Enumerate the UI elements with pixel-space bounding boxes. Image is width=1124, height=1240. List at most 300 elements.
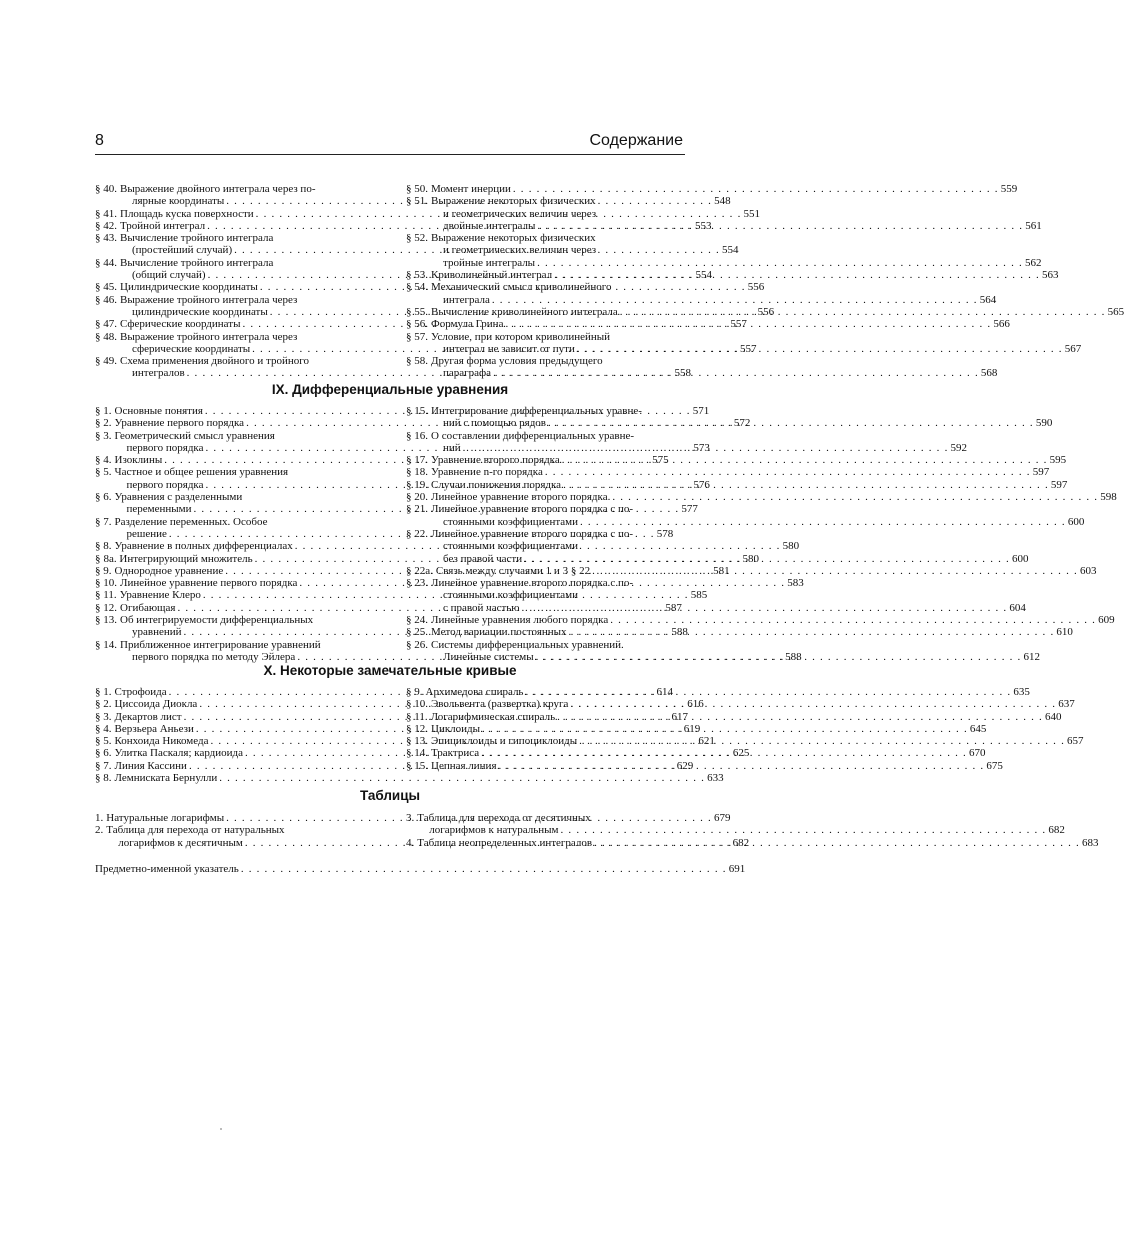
- entry-line: [115, 516, 374, 528]
- entry-body: [430, 710, 1062, 723]
- leader-dots: [594, 837, 1080, 849]
- entry-title: Архимедова спираль: [425, 686, 524, 698]
- section-number: 3.: [406, 812, 415, 824]
- section-number: § 11.: [406, 710, 428, 723]
- page-ref: 637: [1058, 698, 1075, 711]
- page-ref: 587: [665, 601, 682, 614]
- entry-title: уравнений: [132, 626, 182, 639]
- page-ref: 581: [713, 564, 730, 577]
- page-ref: 548: [714, 195, 731, 208]
- page-ref: 617: [671, 710, 688, 723]
- section-number: § 21.: [406, 503, 428, 516]
- leader-dots: [620, 306, 1106, 318]
- section-number: § 9.: [95, 564, 112, 577]
- entry-title: Циссоида Диокла: [114, 698, 198, 711]
- section-number: § 16.: [406, 429, 428, 442]
- entry-title: решение: [126, 527, 167, 540]
- section-number: § 52.: [406, 232, 428, 245]
- entry-title: Логарифмическая спираль: [430, 710, 556, 723]
- index-entry: [95, 863, 746, 875]
- section-number: § 1.: [95, 405, 112, 417]
- section-number: § 48.: [95, 330, 117, 343]
- entry-body: [425, 686, 1030, 698]
- entry-title: Трактриса: [431, 747, 480, 760]
- toc-entry: [95, 772, 724, 785]
- entry-line: [431, 466, 1050, 479]
- section-number: § 4.: [95, 722, 112, 735]
- entry-title: Вычисление тройного интеграла: [120, 232, 274, 245]
- page-ref: 633: [707, 772, 724, 785]
- section-number: § 11.: [95, 589, 117, 602]
- entry-line: [431, 454, 1067, 467]
- page-ref: 562: [1024, 256, 1042, 269]
- entry-title: первого порядка: [126, 441, 204, 454]
- leader-dots: [537, 257, 1023, 269]
- section-number: § 18.: [406, 466, 428, 479]
- page-ref: 554: [721, 244, 739, 257]
- page-ref: 595: [1049, 454, 1067, 467]
- entry-title: Изоклины: [114, 454, 163, 467]
- entry-title: Уравнение первого порядка: [114, 417, 245, 430]
- section-number: § 12.: [406, 722, 428, 735]
- section-number: § 2.: [95, 698, 112, 711]
- page-ref: 557: [740, 342, 757, 355]
- entry-line: [431, 281, 684, 293]
- section-number: § 43.: [95, 232, 117, 245]
- toc-entry: [406, 491, 1117, 504]
- section-number: § 6.: [95, 747, 112, 760]
- section-number: § 5.: [95, 466, 112, 479]
- entry-title: Выражение некоторых физических: [431, 195, 596, 208]
- leader-dots: [577, 343, 1063, 355]
- entry-title: Основные понятия: [114, 405, 203, 417]
- page-ref: 553: [695, 219, 712, 232]
- entry-title: Цепная линия: [431, 759, 497, 772]
- entry-line: [120, 257, 373, 269]
- entry-title: без правой части: [443, 552, 523, 565]
- entry-line: [120, 232, 373, 244]
- entry-line: [106, 824, 373, 836]
- page-ref: 603: [1079, 564, 1097, 577]
- entry-title: Частное и общее решения уравнения: [114, 466, 289, 479]
- page-ref: 600: [1011, 552, 1029, 565]
- section-number: § 24.: [406, 614, 428, 627]
- toc-entry: [406, 686, 1030, 698]
- entry-title: Однородное уравнение: [114, 564, 224, 577]
- entry-title: Уравнение n-го порядка: [431, 466, 543, 479]
- entry-title: Выражение некоторых физических: [431, 232, 596, 245]
- entry-title: Выражение тройного интеграла через: [120, 330, 298, 343]
- entry-title: Интегрирование дифференциальных уравне-: [431, 405, 642, 417]
- page-ref: 575: [652, 454, 669, 467]
- page-header: [95, 132, 685, 155]
- entry-title: Таблица для перехода от десятичных: [417, 812, 591, 824]
- leader-dots: [513, 183, 999, 195]
- entry-title: Связь между случаями 1 и 3 § 22: [435, 564, 591, 577]
- section-number: § 49.: [95, 355, 117, 368]
- entry-body: [431, 355, 998, 380]
- leader-dots: [548, 417, 1034, 429]
- page-ref: 577: [681, 503, 698, 516]
- page-ref: 580: [782, 540, 800, 553]
- leader-dots: [482, 723, 968, 735]
- toc-entry: [406, 614, 1115, 627]
- section-number: § 44.: [95, 256, 117, 269]
- entry-title: Разделение переменных. Особое: [114, 515, 268, 528]
- leader-dots: [562, 454, 1048, 466]
- leader-dots: [499, 760, 985, 772]
- entry-title: Лемниската Бернулли: [114, 772, 218, 785]
- entry-title: и геометрических величин через: [443, 207, 597, 220]
- leader-dots: [557, 711, 1043, 723]
- entry-line: [431, 355, 684, 367]
- entry-title: Эвольвента (развертка) круга: [431, 698, 569, 711]
- section-number: § 8.: [95, 540, 112, 553]
- entry-title: сферические координаты: [132, 342, 251, 355]
- page-ref: 629: [676, 759, 694, 772]
- entry-title: Линейное уравнение второго порядка с по-: [431, 503, 634, 516]
- entry-title: Об интегрируемости дифференциальных: [120, 614, 314, 627]
- entry-title: ний с помощью рядов: [443, 417, 546, 430]
- entry-title: Системы дифференциальных уравнений.: [431, 638, 624, 651]
- entry-title: Натуральные логарифмы: [106, 812, 225, 824]
- section-number: 1.: [95, 812, 104, 824]
- entry-title: Механический смысл криволинейного: [431, 281, 612, 294]
- page-ref: 621: [698, 735, 715, 748]
- page-ref: 597: [1032, 466, 1050, 479]
- entry-body: [114, 772, 724, 785]
- entry-title: стоянными коэффициентами: [443, 515, 579, 528]
- leader-dots: [579, 735, 1065, 747]
- entry-title: Конхоида Никомеда: [114, 735, 209, 748]
- leader-dots: [481, 747, 967, 759]
- leader-dots: [545, 466, 1031, 478]
- page-ref: 682: [732, 836, 750, 849]
- scan-speck: [220, 1128, 222, 1130]
- leader-dots: [492, 294, 978, 306]
- entry-line: [431, 208, 684, 220]
- entry-title: логарифмов к натуральным: [429, 824, 559, 837]
- section-number: § 14.: [406, 747, 428, 760]
- entry-title: Верзьера Аньези: [114, 722, 194, 735]
- section-number: § 54.: [406, 281, 428, 294]
- entry-title: Линейное уравнение второго порядка.: [431, 491, 611, 504]
- entry-title: Тройной интеграл: [120, 219, 206, 232]
- entry-title: Улитка Паскаля; кардиоида: [114, 747, 244, 760]
- page-ref: 580: [742, 552, 759, 565]
- entry-line: [431, 626, 1073, 639]
- entry-title: Цилиндрические координаты: [120, 281, 258, 294]
- entry-title: (простейший случай): [132, 244, 233, 257]
- page-ref: 588: [785, 650, 802, 663]
- section-number: § 17.: [406, 454, 428, 467]
- entry-line: [431, 515, 1085, 528]
- entry-title: с правой частью: [443, 601, 520, 614]
- entry-line: [431, 405, 684, 417]
- page-ref: 600: [1067, 515, 1085, 528]
- entry-title: первого порядка по методу Эйлера: [132, 650, 296, 663]
- entry-line: [430, 710, 1062, 723]
- entry-title: интеграла: [443, 293, 490, 306]
- chapter-9-title: IX. Дифференциальные уравнения: [271, 382, 509, 397]
- entry-line: [120, 294, 373, 306]
- section-number: § 56.: [406, 318, 428, 331]
- section-number: § 7.: [95, 515, 112, 528]
- page-ref: 645: [969, 722, 987, 735]
- entry-title: 8а. Интегрирующий множитель: [103, 552, 253, 565]
- section-number: § 2.: [95, 417, 112, 430]
- leader-dots: [592, 565, 1078, 577]
- page-ref: 604: [1009, 601, 1026, 614]
- entry-title: Другая форма условия предыдущего: [431, 355, 603, 368]
- entry-line: [431, 195, 684, 207]
- leader-dots: [554, 269, 1040, 281]
- entry-title: Площадь куска поверхности: [120, 207, 254, 220]
- section-number: § 10.: [406, 698, 428, 711]
- section-number: § 13.: [406, 735, 428, 748]
- toc-entry: [406, 466, 1050, 479]
- section-number: § 8.: [95, 772, 112, 785]
- leader-dots: [580, 516, 1066, 528]
- section-number: § 50.: [406, 183, 428, 195]
- section-number: § 10.: [95, 577, 117, 590]
- leader-dots: [505, 318, 991, 330]
- section-number: § 9.: [406, 686, 423, 698]
- entry-title: Геометрический смысл уравнения: [114, 429, 275, 442]
- page-ref: 551: [743, 207, 761, 220]
- entry-title: Уравнение в полных дифференциалах: [114, 540, 293, 553]
- entry-title: Сферические координаты: [120, 318, 241, 331]
- entry-body: [431, 626, 1073, 639]
- section-number: § 6.: [95, 491, 112, 504]
- page-ref: 556: [747, 281, 765, 294]
- entry-line: [431, 183, 1018, 195]
- entry-body: [431, 466, 1050, 479]
- leader-dots: [241, 863, 727, 875]
- entry-line: [431, 577, 684, 589]
- toc-entry: [406, 626, 1073, 639]
- entry-line: [417, 812, 684, 824]
- page-ref: 572: [733, 417, 751, 430]
- entry-line: [120, 331, 373, 343]
- page-ref: 679: [713, 812, 731, 824]
- entry-title: Декартов лист: [114, 710, 182, 723]
- page-ref: 588: [671, 626, 688, 639]
- page-ref: 614: [656, 686, 673, 698]
- entry-title: стоянными коэффициентами: [443, 589, 579, 602]
- entry-title: Выражение двойного интеграла через по-: [120, 183, 316, 195]
- leader-dots: [569, 626, 1055, 638]
- entry-title: первого порядка: [126, 478, 204, 491]
- section-number: § 42.: [95, 219, 117, 232]
- entry-title: Условие, при котором криволинейный: [431, 330, 611, 343]
- entry-line: [431, 601, 1026, 614]
- section-number: § 3.: [95, 429, 112, 442]
- page-ref: 578: [656, 527, 674, 540]
- entry-title: Линейные системы: [443, 650, 534, 663]
- entry-line: [120, 183, 373, 195]
- entry-line: [431, 503, 684, 515]
- section-number: § 20.: [406, 491, 428, 504]
- section-number: § 13.: [95, 614, 117, 627]
- entry-body: [431, 491, 1117, 504]
- entry-line: [431, 639, 684, 651]
- page-ref: 610: [1056, 626, 1073, 639]
- entry-title: интегралов: [132, 367, 185, 380]
- running-title: Содержание: [589, 132, 683, 149]
- entry-title: Вычисление тройного интеграла: [120, 256, 274, 269]
- page-ref: 670: [968, 747, 986, 760]
- index-label: Предметно-именной указатель: [95, 863, 239, 875]
- entry-title: Линейное уравнение второго порядка с по-: [431, 527, 634, 540]
- section-number: § 51.: [406, 195, 428, 208]
- section-number: § 5.: [95, 735, 112, 748]
- page-ref: 597: [1050, 478, 1068, 491]
- leader-dots: [522, 602, 1008, 614]
- page-ref: 683: [1081, 836, 1099, 849]
- entry-title: тройные интегралы: [443, 256, 536, 269]
- entry-title: цилиндрические координаты: [132, 305, 268, 318]
- leader-dots: [524, 553, 1010, 565]
- entry-line: [114, 772, 724, 785]
- section-number: § 41.: [95, 207, 117, 220]
- page-ref: 619: [683, 722, 701, 735]
- page-ref: 635: [1013, 686, 1030, 698]
- entry-title: Строфоида: [114, 686, 167, 698]
- entry-line: [431, 232, 684, 244]
- section-number: 4.: [406, 836, 415, 849]
- entry-title: Приближенное интегрирование уравнений: [120, 638, 321, 651]
- page-ref: 564: [979, 293, 997, 306]
- page-ref: 573: [693, 441, 710, 454]
- entry-title: Таблица неопределенных интегралов: [417, 836, 593, 849]
- section-number: § 15.: [406, 405, 428, 417]
- entry-title: параграфа: [443, 367, 492, 380]
- entry-title: Линейное уравнение первого порядка: [120, 577, 298, 590]
- page-ref: 612: [1023, 650, 1040, 663]
- entry-line: [115, 466, 374, 478]
- page-number: 8: [95, 132, 104, 149]
- page-ref: 590: [1035, 417, 1053, 430]
- entry-title: Линейное уравнение второго порядка с по-: [431, 577, 634, 590]
- entry-title: Циклоиды: [431, 722, 481, 735]
- toc-entry: [406, 710, 1062, 723]
- leader-dots: [219, 772, 705, 784]
- entry-line: [431, 528, 684, 540]
- section-number: § 19.: [406, 478, 428, 491]
- entry-title: интеграл не зависит от пути: [443, 342, 575, 355]
- entry-line: [431, 491, 1117, 504]
- leader-dots: [563, 479, 1049, 491]
- entry-title: двойные интегралы: [443, 219, 536, 232]
- entry-title: Криволинейный интеграл: [431, 269, 553, 282]
- page-ref: 567: [1064, 342, 1082, 355]
- section-number: § 45.: [95, 281, 117, 294]
- page-ref: 616: [687, 698, 704, 711]
- toc-entry: [406, 454, 1067, 467]
- entry-title: Метод вариации постоянных: [431, 626, 567, 639]
- page-ref: 554: [695, 269, 712, 282]
- page-ref: 585: [690, 589, 708, 602]
- entry-line: [120, 614, 373, 626]
- section-number: § 7.: [95, 759, 112, 772]
- entry-line: [425, 686, 1030, 698]
- page-ref: 557: [730, 318, 747, 331]
- entry-title: Огибающая: [120, 601, 176, 614]
- entry-title: Схема применения двойного и тройного: [120, 355, 309, 368]
- entry-title: Уравнение Клеро: [119, 589, 201, 602]
- entry-line: [431, 589, 684, 601]
- entry-title: Выражение тройного интеграла через: [120, 293, 298, 306]
- page-ref: 568: [980, 367, 998, 380]
- section-number: § 23.: [406, 577, 428, 590]
- entry-line: [431, 244, 684, 256]
- entry-title: Линейные уравнения любого порядка: [431, 614, 609, 627]
- section-number: § 46.: [95, 293, 117, 306]
- section-number: §: [95, 552, 101, 565]
- entry-line: [431, 614, 1115, 627]
- entry-title: лярные координаты: [132, 195, 225, 208]
- section-number: § 14.: [95, 638, 117, 651]
- page-ref: 558: [674, 367, 691, 380]
- page-ref: 640: [1044, 710, 1062, 723]
- entry-title: ний: [443, 441, 461, 454]
- page-ref: 583: [787, 577, 804, 590]
- section-number: § 22а.: [406, 564, 433, 577]
- entry-line: [115, 430, 374, 442]
- entry-title: и геометрических величин через: [443, 244, 597, 257]
- page-ref: 682: [1048, 824, 1065, 837]
- section-number: § 26.: [406, 638, 428, 651]
- entry-title: (общий случай): [132, 269, 206, 282]
- page-ref: 561: [1025, 219, 1042, 232]
- section-number: § 25.: [406, 626, 428, 639]
- entry-body: [431, 183, 1018, 195]
- section-number: § 58.: [406, 355, 428, 368]
- entry-body: [431, 614, 1115, 627]
- toc-entry: [406, 355, 998, 380]
- entry-title: логарифмов к десятичным: [118, 836, 243, 849]
- entry-line: [120, 355, 373, 367]
- page-ref: 592: [950, 441, 968, 454]
- page-ref: 657: [1067, 735, 1084, 748]
- page-ref: 565: [1107, 305, 1124, 318]
- section-number: § 12.: [95, 601, 117, 614]
- section-number: § 22.: [406, 527, 428, 540]
- entry-line: [431, 331, 684, 343]
- chapter-10-title: X. Некоторые замечательные кривые: [263, 663, 517, 678]
- toc-entry: [406, 183, 1018, 195]
- entry-line: [431, 540, 684, 552]
- leader-dots: [536, 651, 1022, 663]
- leader-dots: [493, 367, 979, 379]
- entry-title: Эпициклоиды и гипоциклоиды: [431, 735, 578, 748]
- entry-title: Формула Грина: [431, 318, 504, 331]
- page-ref: 571: [692, 405, 710, 417]
- section-number: § 47.: [95, 318, 117, 331]
- page-ref: 556: [757, 305, 775, 318]
- entry-line: [431, 430, 684, 442]
- entry-line: [431, 256, 1042, 269]
- section-number: § 1.: [95, 686, 112, 698]
- leader-dots: [525, 686, 1011, 698]
- entry-title: Вычисление криволинейного интеграла: [431, 305, 618, 318]
- section-number: § 53.: [406, 269, 428, 282]
- leader-dots: [570, 698, 1056, 710]
- page-ref: 598: [1100, 491, 1117, 504]
- entry-line: [431, 367, 998, 380]
- leader-dots: [537, 220, 1023, 232]
